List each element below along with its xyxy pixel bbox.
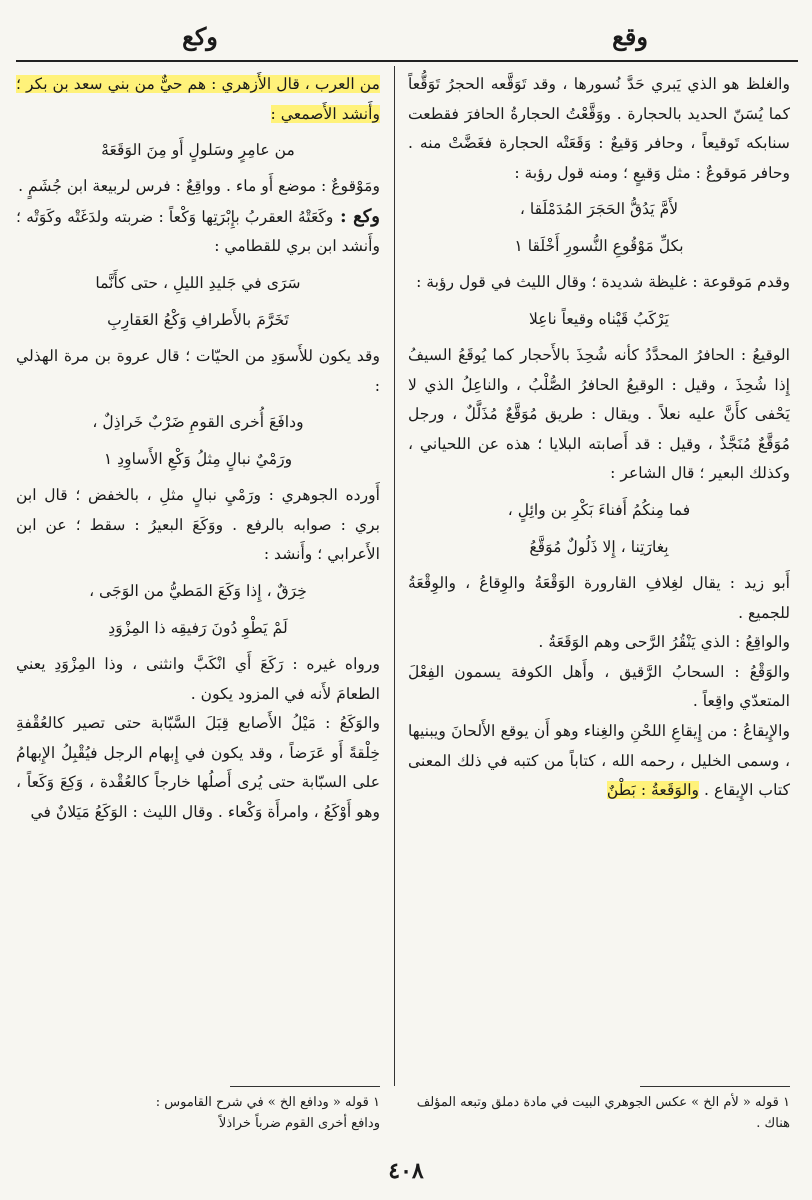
text-run: والإِيقاعُ : من إِيقاعِ اللحْنِ والغِناء وهو أَن يوقع الأَلحانَ ويبنيها ، وسمى الخليل ، رحمه الله ، كتاباً من كتبه في ذلك المعنى كتاب الإِيقاع . (408, 721, 790, 800)
text-run: ورَمْيٌ نبالٍ مِثلُ وَكْعِ الأَساوِدِ ١ (103, 450, 293, 469)
text-run: من عامِرٍ وسَلولٍ أَو مِنَ الوَقَعَهْ (101, 141, 295, 160)
text-run: وكَعَتْهُ العقربُ بإِبْرَتِها وَكْعاً : ضربته ولدَغَتْه وكَوَتْه ؛ وأَنشد ابن بري للقطامي : (16, 207, 380, 256)
text-run: ورواه غيره : رَكَعَ أَي انْكَبَّ وانثنى ، وذا المِزْوَدِ يعني الطعامَ لأَنه في المزود يكون . (16, 654, 380, 703)
header-right-root: وقع (612, 22, 648, 51)
highlighted-text: من العرب ، قال الأَزهري : هم حيٌّ من بني سعد بن بكر ؛ وأَنشد الأَصمعي : (16, 75, 380, 123)
paragraph (16, 70, 380, 129)
paragraph (16, 650, 380, 709)
paragraph (408, 70, 790, 188)
footnote-line: ١ قوله « ودافع الخ » في شرح القاموس : (155, 1095, 380, 1110)
verse-line (408, 495, 790, 526)
footnote-rule-right (640, 1086, 790, 1087)
footnote-line: ١ قوله « لأم الخ » عكس الجوهري البيت في مادة دملق وتبعه المؤلف هناك . (416, 1095, 790, 1131)
text-run: لأَمَّ يَدُقُّ الحَجَرَ المُدَمْلَقا ، (519, 200, 679, 219)
verse-line (16, 268, 380, 299)
footnote-line: ودافع أخرى القوم ضرباً خراذلاً (218, 1116, 380, 1131)
verse-line (408, 231, 790, 262)
paragraph (16, 342, 380, 401)
verse-line (408, 532, 790, 563)
text-run: والوَقْعُ : السحابُ الرَّقيق ، وأَهل الكوفة يسمون الفِعْلَ المتعدّي واقِعاً . (408, 662, 790, 711)
paragraph (16, 202, 380, 262)
verse-line (16, 135, 380, 166)
verse-line (16, 444, 380, 475)
text-run: يَرْكَبُ قَيْناه وقيعاً ناعِلا (528, 309, 669, 328)
entry-headword: وكع : (333, 205, 380, 227)
verse-line (16, 407, 380, 438)
text-run: وقد يكون للأَسوَدِ من الحيّات ؛ قال عروة بن مرة الهذلي : (16, 346, 380, 395)
text-run: أَورده الجوهري : ورَمْيِ نبالٍ مثلِ ، بالخفض ؛ قال ابن بري : صوابه بالرفع . ووَكَعَ البعيرُ : سقط ؛ عن ابن الأَعرابي ؛ وأَنشد : (16, 486, 380, 564)
text-run: والوَكَعُ : مَيْلُ الأَصابع قِبَلَ السَّبّابة حتى تصير كالعُقْفةِ خِلْقةً أَو عَرَضاً ، وقد يكون في إِبهام الرجل فيُقْبِلُ الإِبهامُ على السبّابة حتى يُرى أَصلُها خارجاً كالعُقْدة ، وَكِعَ وَكَعاً ، وهو أَوْكَعُ ، وامرأَة وَكْعاء . وقال الليث : الوَكَعُ مَيَلانٌ في (16, 714, 380, 821)
verse-line (16, 576, 380, 607)
text-run: بِغارَتِنا ، إِلا ذَلُولٌ مُوَقَّعُ (529, 537, 669, 556)
header-left-root: وكع (182, 22, 218, 51)
paragraph (16, 481, 380, 570)
verse-line (408, 194, 790, 225)
footnote-rule-left (230, 1086, 380, 1087)
text-run: والواقِعُ : الذي يَنْقُرُ الرَّحى وهم الوَقَعَةُ . (538, 633, 790, 652)
text-run: الوقيعُ : الحافرُ المحدَّدُ كأنه شُحِذَ بالأَحجار كما يُوقَعُ السيفُ إِذا شُحِذَ ، وقيل : الوقيعُ الحافرُ الصُّلْبُ ، والناعِلُ الذي لا يَحْفى كأَنَّ عليه نعلاً . ويقال : طريق مُوَقَّعٌ مُذَلَّلٌ ، ورجل مُوَقَّعٌ مُنَجَّذٌ ، وقيل : قد أَصابته البلايا ؛ هذه عن اللحياني ، وكذلك البعير ؛ قال الشاعر : (408, 345, 790, 483)
paragraph (408, 628, 790, 658)
text-run: وقدم مَوقوعة : غليظة شديدة ؛ وقال الليث في قول رؤبة : (416, 273, 790, 292)
text-run: أَبو زيد : يقال لغِلافِ القارورة الوَقْعَةُ والوِقاعُ ، والوِقْعَةُ للجميع . (408, 573, 790, 622)
right-column (408, 70, 790, 1080)
left-column (16, 70, 380, 1080)
text-run: سَرَى في جَليدِ الليلِ ، حتى كأَنَّما (95, 273, 301, 292)
paragraph (16, 172, 380, 202)
text-run: بكلِّ مَوْقُوعِ النُّسورِ أَخْلَقا ١ (514, 237, 684, 256)
footnote-right (408, 1092, 790, 1134)
text-run: خِرَقٌ ، إِذا وَكَعَ المَطيُّ من الوَجَى ، (89, 581, 307, 600)
text-run: فما مِنكُمُ أَفناءَ بَكْرِ بن وائِلٍ ، (507, 500, 691, 519)
page-number: ٤٠٨ (388, 1158, 424, 1184)
header-rule (16, 60, 798, 62)
text-run: ودافَعَ أُخرى القومِ ضَرْبٌ خَراذِلٌ ، (92, 413, 304, 432)
paragraph (408, 658, 790, 717)
paragraph (408, 268, 790, 298)
verse-line (16, 305, 380, 336)
text-run: تَخَرَّمَ بالأَطرافِ وَكْعُ العَقارِبِ (107, 310, 289, 329)
verse-line (16, 613, 380, 644)
verse-line (408, 304, 790, 335)
highlighted-text: والوَقَعةُ : بَطْنٌ (606, 781, 700, 800)
text-run: ومَوْقوعٌ : موضع أَو ماء . وواقِعٌ : فرس لربيعة ابن جُشَمٍ . (18, 177, 380, 196)
footnote-left (16, 1092, 380, 1134)
text-run: والغلظ هو الذي يَبري حَدَّ نُسورها ، وقد تَوَقَّعه الحجرُ تَوَقُّعاً كما يُسَنّ الحديد بالحجارة . ووَقَّعْتُ الحجارةُ الحافرَ فقطعت سنابكه تَوقيعاً ، وحافر وَقيعٌ : وَقَعَتْه الحجارة فغَضَّتْ منه . وحافر مَوقوعٌ : مثل وَقيعٍ ؛ ومنه قول رؤبة : (408, 75, 790, 182)
paragraph (408, 717, 790, 806)
text-run: لَمْ يَطْوِ دُونَ رَفيقِه ذا المِزْوَدِ (108, 618, 288, 637)
column-divider (394, 66, 395, 1086)
paragraph (408, 569, 790, 628)
paragraph (16, 709, 380, 827)
paragraph (408, 341, 790, 489)
